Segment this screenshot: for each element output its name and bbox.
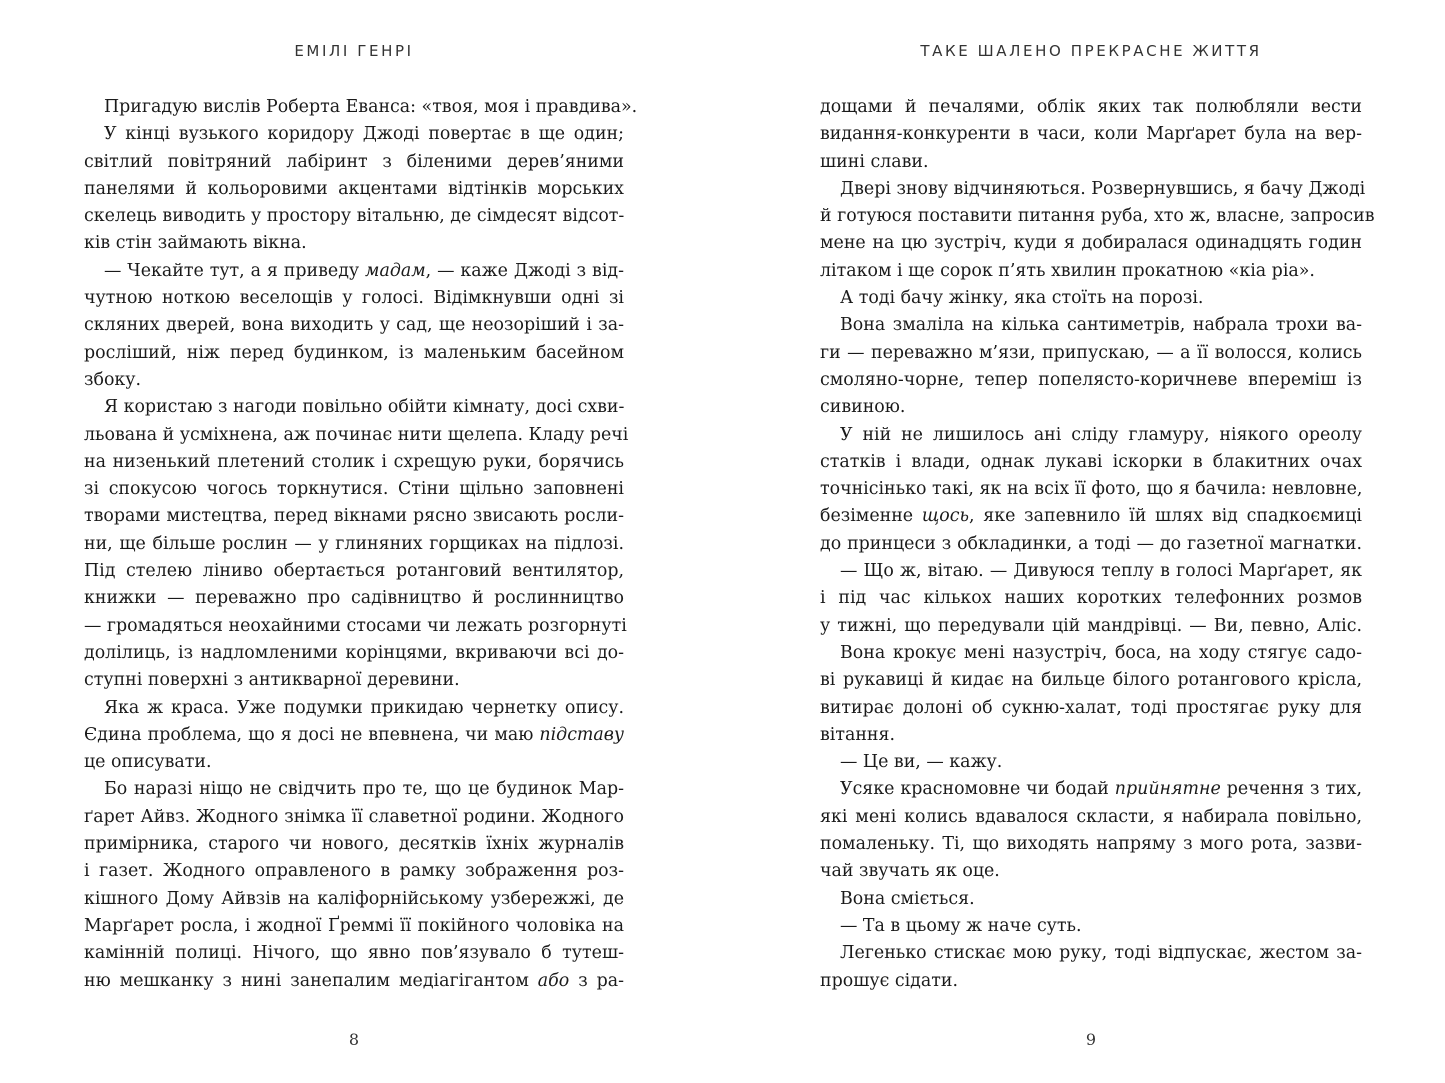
text-line <box>84 422 629 449</box>
text-line <box>820 176 1366 203</box>
text-segment: це описувати. <box>84 752 212 773</box>
text-line <box>820 722 1362 749</box>
text-line <box>84 340 624 367</box>
text-segment: чай звучать як оце. <box>820 861 1000 882</box>
text-segment: ступні поверхні з антикварної деревини. <box>84 670 460 691</box>
text-line <box>820 203 1375 230</box>
text-segment: чутною ноткою веселощів у голосі. Відімкнувши одні зі <box>84 288 624 309</box>
text-segment: Бо наразі ніщо не свідчить про те, що це будинок Мар- <box>104 779 624 800</box>
text-segment: ги — переважно м’язи, припускаю, — а її волосся, колись <box>820 342 1362 363</box>
text-line <box>84 476 624 503</box>
text-segment: — Що ж, вітаю. — Дивуюся теплу в голосі Марґарет, як <box>840 561 1362 582</box>
text-line <box>820 886 1362 913</box>
text-segment: зі спокусою чогось торкнутися. Стіни щільно заповнені <box>84 479 624 500</box>
text-segment: ни, ще більше рослин — у глиняних горщиках на підлозі. <box>84 533 624 554</box>
text-segment: Усяке красномовне чи бодай <box>840 779 1115 800</box>
text-line <box>820 804 1362 831</box>
text-segment: Пригадую вислів Роберта Еванса: «твоя, моя і правдива». <box>104 97 638 117</box>
text-line <box>84 913 624 940</box>
text-segment: ню мешканку з нині занепалим медіагігантом <box>84 970 538 991</box>
text-line <box>84 230 624 257</box>
text-line <box>84 640 624 667</box>
text-line <box>84 203 624 230</box>
text-line <box>820 503 1362 530</box>
text-line <box>84 258 624 285</box>
text-segment: ків стін займають вікна. <box>84 233 307 254</box>
text-segment: , — каже Джоді з від- <box>425 260 624 281</box>
text-segment: примірника, старого чи нового, десятків їхніх журналів <box>84 834 624 855</box>
text-line <box>84 503 624 530</box>
text-line <box>820 776 1362 803</box>
text-line <box>84 776 624 803</box>
text-segment: з ра- <box>569 970 624 991</box>
text-line <box>820 858 1362 885</box>
text-line <box>84 449 624 476</box>
text-segment: долілиць, із надломленими корінцями, вкриваючи всі до- <box>84 642 624 663</box>
text-line <box>84 176 624 203</box>
text-segment: Яка ж краса. Уже подумки прикидаю чернетку опису. <box>104 697 624 718</box>
text-segment: і під час кількох наших коротких телефонних розмов <box>820 588 1362 609</box>
text-line <box>820 340 1362 367</box>
text-line <box>820 585 1362 612</box>
left-body-text <box>84 94 638 995</box>
text-line <box>84 804 624 831</box>
italic-text: або <box>537 970 570 991</box>
italic-text: прийнятне <box>1114 779 1221 800</box>
text-line <box>820 695 1362 722</box>
text-line <box>84 394 624 421</box>
text-segment: вітання. <box>820 724 896 745</box>
text-segment: на низенький плетений столик і схрещую руки, борячись <box>84 451 624 472</box>
page-number: 9 <box>1085 1030 1097 1049</box>
running-head-author: ЕМІЛІ ГЕНРІ <box>294 42 414 60</box>
text-line <box>820 121 1362 148</box>
italic-text: мадам <box>365 260 426 281</box>
text-segment: прошує сідати. <box>820 970 958 991</box>
text-segment: речення з тих, <box>1220 779 1363 800</box>
text-line <box>820 449 1362 476</box>
text-segment: льована й усміхнена, аж починає нити щелепа. Кладу речі <box>84 424 629 445</box>
text-segment: які мені колись вдавалося скласти, я набирала повільно, <box>820 806 1362 827</box>
right-body-text <box>820 94 1375 995</box>
text-segment: скляних дверей, вона виходить у сад, ще неозоріший і за- <box>84 315 624 336</box>
text-line <box>820 258 1362 285</box>
text-segment: у тижні, що передували цій мандрівці. — Ви, певно, Аліс. <box>820 615 1362 636</box>
text-segment: — Чекайте тут, а я приведу <box>104 260 366 281</box>
text-line <box>84 94 638 121</box>
text-segment: й готуюся поставити питання руба, хто ж, власне, запросив <box>820 206 1375 227</box>
text-segment: — громадяться неохайними стосами чи лежать розгорнуті <box>84 615 627 636</box>
text-line <box>84 531 624 558</box>
text-line <box>84 585 624 612</box>
text-segment: світлий повітряний лабіринт з біленими дерев’яними <box>84 151 624 172</box>
text-segment: ві рукавиці й кидає на бильце білого ротангового крісла, <box>820 670 1362 691</box>
text-line <box>820 558 1362 585</box>
text-line <box>820 312 1362 339</box>
text-segment: У ній не лишилось ані сліду гламуру, ніякого ореолу <box>840 424 1362 445</box>
text-segment: і газет. Жодного оправленого в рамку зображення роз- <box>84 861 624 882</box>
text-line <box>820 749 1362 776</box>
text-segment: сивиною. <box>820 397 906 418</box>
text-line <box>84 940 624 967</box>
text-segment: Легенько стискає мою руку, тоді відпускає, жестом за- <box>840 943 1362 964</box>
text-segment: панелями й кольоровими акцентами відтінків морських <box>84 178 624 199</box>
text-line <box>820 667 1362 694</box>
text-line <box>84 722 624 749</box>
text-segment: книжки — переважно про садівництво й рослинництво <box>84 588 624 609</box>
text-line <box>820 968 1362 995</box>
text-line <box>84 285 624 312</box>
text-segment: до принцеси з обкладинки, а тоді — до газетної магнатки. <box>820 533 1362 554</box>
text-segment: Вона сміється. <box>840 888 975 909</box>
text-segment: статків і влади, однак лукаві іскорки в блакитних очах <box>820 451 1362 472</box>
italic-text: щось <box>921 506 969 527</box>
text-line <box>84 367 624 394</box>
text-segment: мене на цю зустріч, куди я добиралася одинадцять годин <box>820 233 1362 254</box>
text-segment: Вона крокує мені назустріч, боса, на ходу стягує садо- <box>840 642 1362 663</box>
text-line <box>820 367 1362 394</box>
text-segment: — Та в цьому ж наче суть. <box>840 915 1082 936</box>
text-segment: безіменне <box>820 506 922 527</box>
text-segment: ґарет Айвз. Жодного знімка її славетної родини. Жодного <box>84 806 624 827</box>
text-line <box>84 121 624 148</box>
text-segment: Я користаю з нагоди повільно обійти кімнату, досі схви- <box>104 397 625 418</box>
text-segment: дощами й печалями, облік яких так полюбляли вести <box>820 97 1362 117</box>
text-segment: витирає долоні об сукню-халат, тоді простягає руку для <box>820 697 1362 718</box>
text-line <box>84 886 624 913</box>
text-line <box>84 831 624 858</box>
text-segment: збоку. <box>84 369 142 390</box>
right-page <box>820 0 1375 1083</box>
text-line <box>820 940 1362 967</box>
text-line <box>820 394 1362 421</box>
text-line <box>820 230 1362 257</box>
text-line <box>84 695 624 722</box>
text-segment: , яке запевнило їй шлях від спадкоємиці <box>968 506 1362 527</box>
text-line <box>84 312 624 339</box>
text-segment: точнісінько такі, як на всіх її фото, що я бачила: невловне, <box>820 479 1363 500</box>
text-line <box>84 667 624 694</box>
text-segment: Єдина проблема, що я досі не впевнена, чи маю <box>84 724 540 745</box>
text-segment: росліший, ніж перед будинком, із маленьким басейном <box>84 342 624 363</box>
text-line <box>820 913 1362 940</box>
text-line <box>84 968 624 995</box>
text-segment: — Це ви, — кажу. <box>840 752 1003 773</box>
text-segment: видання-конкуренти в часи, коли Марґарет була на вер- <box>820 124 1362 145</box>
text-line <box>84 149 624 176</box>
text-segment: Марґарет росла, і жодної Ґреммі її покійного чоловіка на <box>84 915 624 936</box>
text-line <box>820 640 1362 667</box>
text-segment: Вона змаліла на кілька сантиметрів, набрала трохи ва- <box>840 315 1362 336</box>
text-segment: літаком і ще сорок п’ять хвилин прокатною «кіа ріа». <box>820 260 1315 281</box>
text-line <box>820 94 1362 121</box>
text-segment: творами мистецтва, перед вікнами рясно звисають росли- <box>84 506 624 527</box>
text-line <box>84 613 627 640</box>
text-line <box>820 613 1362 640</box>
text-line <box>84 749 624 776</box>
text-line <box>820 476 1362 503</box>
text-line <box>820 285 1362 312</box>
running-head-title: ТАКЕ ШАЛЕНО ПРЕКРАСНЕ ЖИТТЯ <box>920 42 1262 60</box>
text-line <box>820 149 1362 176</box>
text-line <box>820 531 1362 558</box>
page-number: 8 <box>348 1030 360 1049</box>
text-segment: Двері знову відчиняються. Розвернувшись, я бачу Джоді <box>840 178 1366 199</box>
text-segment: кішного Дому Айвзів на каліфорнійському узбережжі, де <box>84 888 624 909</box>
text-segment: шині слави. <box>820 151 929 172</box>
text-segment: А тоді бачу жінку, яка стоїть на порозі. <box>840 288 1204 309</box>
text-segment: смоляно-чорне, тепер попелясто-коричневе впереміш із <box>820 369 1362 390</box>
text-line <box>820 422 1362 449</box>
text-segment: скелець виводить у простору вітальню, де сімдесят відсот- <box>84 206 625 227</box>
text-segment: помаленьку. Ті, що виходять напряму з мого рота, зазви- <box>820 834 1362 855</box>
text-segment: Під стелею ліниво обертається ротанговий вентилятор, <box>84 561 624 582</box>
italic-text: підставу <box>539 724 624 745</box>
text-segment: камінній полиці. Нічого, що явно пов’язувало б тутеш- <box>84 943 624 964</box>
text-line <box>84 858 624 885</box>
text-line <box>820 831 1362 858</box>
text-line <box>84 558 624 585</box>
text-segment: У кінці вузького коридору Джоді повертає в ще один; <box>104 124 624 145</box>
left-page <box>84 0 638 1083</box>
